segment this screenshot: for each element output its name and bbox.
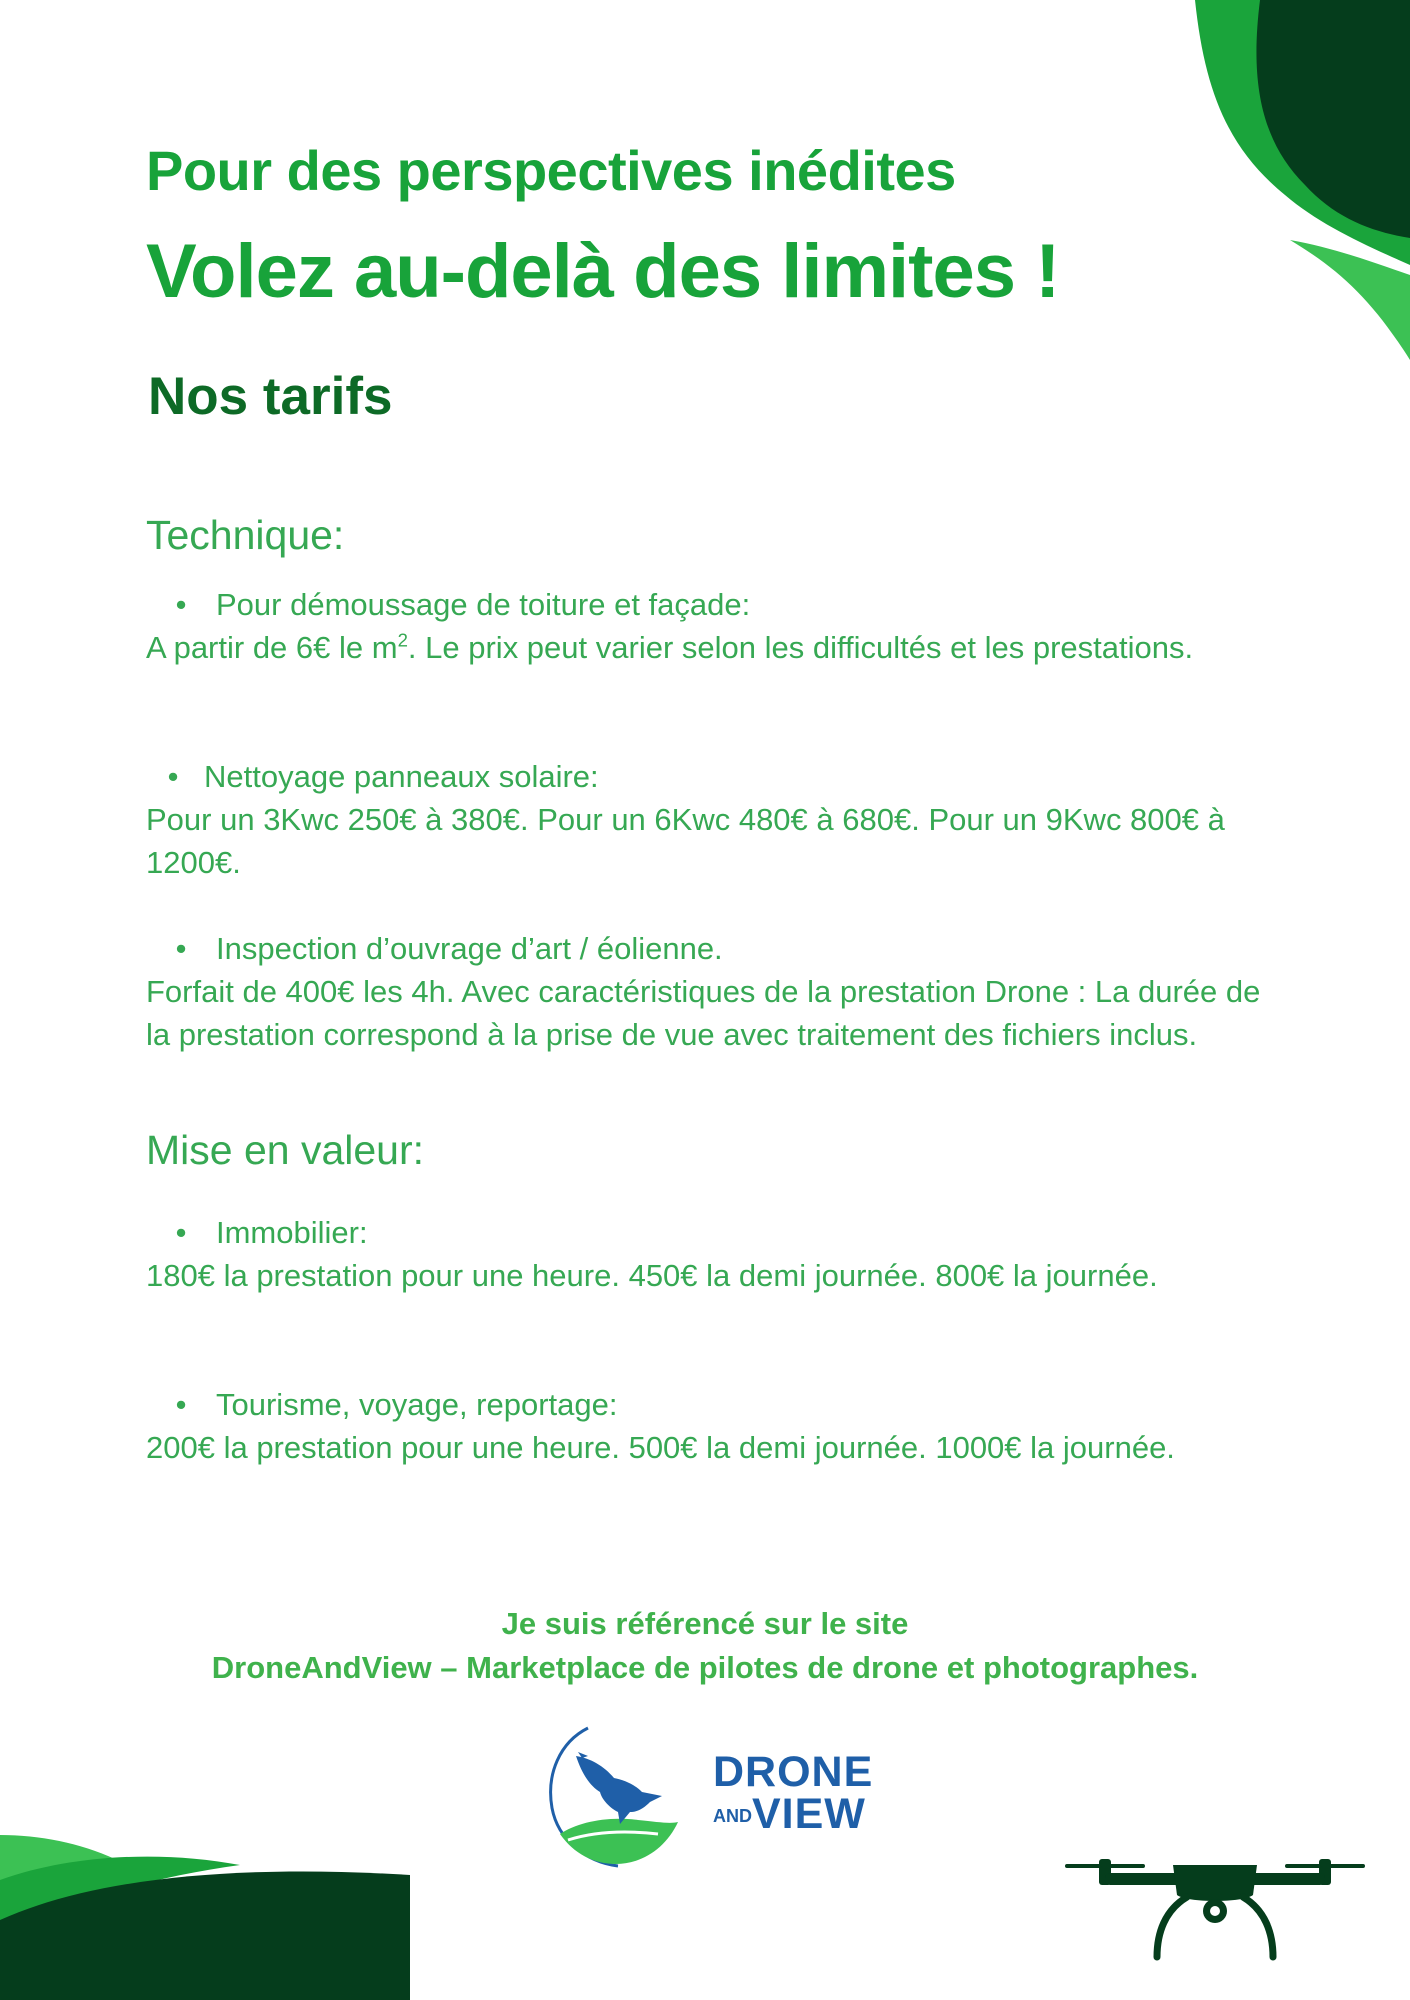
logo-wordmark xyxy=(713,1748,874,1838)
bullet: • xyxy=(167,759,179,794)
item-title: Immobilier: xyxy=(216,1215,368,1250)
headline: Volez au-delà des limites ! xyxy=(146,229,1060,314)
list-item-demoussage xyxy=(146,583,1276,669)
item-title: Tourisme, voyage, reportage: xyxy=(216,1387,618,1422)
logo-word-and: AND xyxy=(713,1806,752,1826)
item-description: A partir de 6€ le $m^2$. Le prix peut varier selon les difficultés et les prestations. xyxy=(146,629,1194,665)
item-title: Nettoyage panneaux solaire: xyxy=(204,759,599,794)
bullet: • xyxy=(175,1387,187,1422)
list-item-inspection xyxy=(146,927,1276,1056)
item-title: Pour démoussage de toiture et façade: xyxy=(216,587,751,622)
footer-line-2: DroneAndView – Marketplace de pilotes de drone et photographes. xyxy=(211,1650,1199,1685)
list-item-immobilier xyxy=(146,1211,1276,1297)
logo-word-view: VIEW xyxy=(752,1790,866,1838)
bullet: • xyxy=(175,931,187,966)
droneandview-logo xyxy=(538,1712,898,1872)
footer-line-1: Je suis référencé sur le site xyxy=(501,1606,909,1641)
bullet: • xyxy=(175,1215,187,1250)
item-description: 200€ la prestation pour une heure. 500€ la demi journée. 1000€ la journée. xyxy=(146,1430,1175,1465)
section-title-mise-en-valeur: Mise en valeur: xyxy=(146,1127,425,1173)
item-description: 180€ la prestation pour une heure. 450€ la demi journée. 800€ la journée. xyxy=(146,1258,1158,1293)
drone-icon xyxy=(1065,1855,1365,1965)
corner-decoration-bottom-left xyxy=(0,1835,410,2000)
footer-reference xyxy=(0,1602,1410,1690)
eagle-icon xyxy=(538,1712,698,1872)
tagline: Pour des perspectives inédites xyxy=(146,139,956,202)
logo-word-drone: DRONE xyxy=(713,1748,874,1796)
item-description: Pour un 3Kwc 250€ à 380€. Pour un 6Kwc 480€ à 680€. Pour un 9Kwc 800€ à 1200€. xyxy=(146,802,1225,880)
item-title: Inspection d’ouvrage d’art / éolienne. xyxy=(216,931,723,966)
section-title-tarifs: Nos tarifs xyxy=(148,367,393,426)
list-item-tourisme xyxy=(146,1383,1276,1469)
item-description: Forfait de 400€ les 4h. Avec caractéristiques de la prestation Drone : La durée de la prestation correspond à la prise de vue avec traitement des fichiers inclus. xyxy=(146,974,1261,1052)
list-item-panneaux-solaire xyxy=(146,755,1276,884)
section-title-technique: Technique: xyxy=(146,512,345,558)
bullet: • xyxy=(175,587,187,622)
corner-decoration-top-right xyxy=(1110,0,1410,360)
